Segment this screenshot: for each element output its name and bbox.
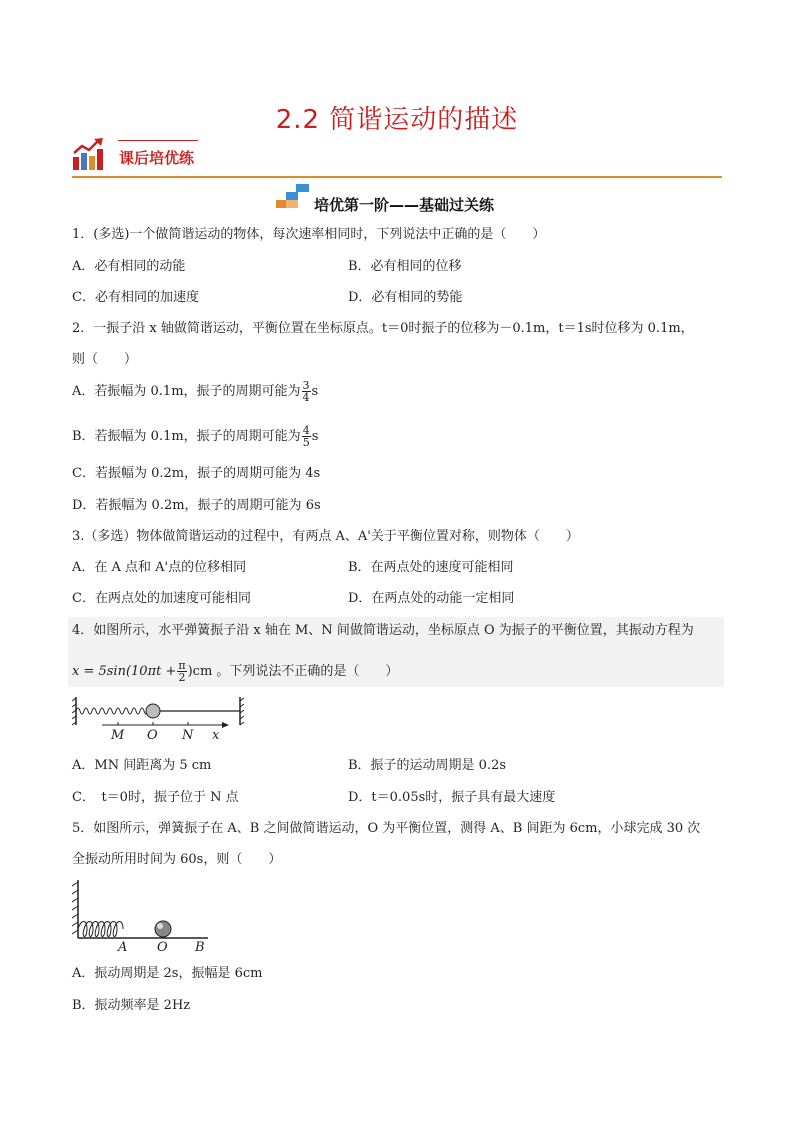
unit: s [311,429,319,444]
fraction-numerator: π [178,659,186,672]
figure-label-n: N [182,728,194,743]
question-4-option-b: B．振子的运动周期是 0.2s [348,758,507,773]
question-1-option-c: C．必有相同的加速度 [72,290,199,305]
figure-label-x: x [212,728,220,743]
question-4-equation-line [72,660,398,683]
question-3-stem: 3.（多选）物体做简谐运动的过程中，有两点 A、A'关于平衡位置对称，则物体（ ） [72,529,579,544]
unit: s [311,384,319,399]
option-b-text: B．若振幅为 0.1m，振子的周期可能为 [72,429,301,444]
fraction-denominator: 4 [302,391,310,404]
figure-label-o: O [147,728,158,743]
option-a-text: A．若振幅为 0.1m，振子的周期可能为 [72,384,301,399]
question-3-option-c: C．在两点处的加速度可能相同 [72,591,251,606]
equation-text: x = 5sin(10πt + [72,664,177,679]
horizontal-spring-oscillator-figure [72,695,252,745]
question-3-option-a: A．在 A 点和 A'点的位移相同 [72,560,247,575]
question-3-option-d: D．在两点处的动能一定相同 [348,591,515,606]
page-title: 2.2 简谐运动的描述 [275,105,519,135]
question-2-stem-line-2: 则（ ） [72,352,138,367]
fraction [302,425,311,448]
question-1-option-b: B．必有相同的位移 [348,259,462,274]
section-rule-top [118,140,198,141]
stairs-icon [276,183,310,209]
question-5-stem-line-1: 5．如图所示，弹簧振子在 A、B 之间做简谐运动，O 为平衡位置，测得 A、B 间距为 6cm，小球完成 30 次 [72,821,701,836]
question-2-stem-line-1: 2．一振子沿 x 轴做简谐运动，平衡位置在坐标原点。t＝0时振子的位移为－0.1m，t＝1s时位移为 0.1m， [72,321,694,336]
fraction [302,380,311,403]
stage-title: 培优第一阶——基础过关练 [314,196,495,214]
fraction [177,660,186,683]
section-divider [72,176,722,178]
figure-label-m: M [111,728,125,743]
question-4-stem-line-1: 4．如图所示，水平弹簧振子沿 x 轴在 M、N 间做简谐运动，坐标原点 O 为振子的平衡位置，其振动方程为 [72,623,694,638]
question-3-option-b: B．在两点处的速度可能相同 [348,560,514,575]
question-2-option-c: C．若振幅为 0.2m，振子的周期可能为 4s [72,466,321,481]
question-5-stem-line-2: 全振动所用时间为 60s，则（ ） [72,852,282,867]
wall-spring-oscillator-figure [72,878,212,943]
figure-label-b: B [195,940,205,955]
question-4-option-d: D．t＝0.05s时，振子具有最大速度 [348,790,556,805]
section-label: 课后培优练 [119,149,195,167]
question-1-option-d: D．必有相同的势能 [348,290,463,305]
question-2-option-b [72,425,318,448]
question-4-option-c: C． t＝0时，振子位于 N 点 [72,790,239,805]
equation-tail: )cm 。下列说法不正确的是（ ） [187,664,399,679]
question-1-option-a: A．必有相同的动能 [72,259,186,274]
question-5-option-a: A．振动周期是 2s，振幅是 6cm [72,966,263,981]
question-2-option-d: D．若振幅为 0.2m，振子的周期可能为 6s [72,498,321,513]
question-5-option-b: B．振动频率是 2Hz [72,998,191,1013]
question-1-stem: 1．(多选)一个做简谐运动的物体，每次速率相同时，下列说法中正确的是（ ） [72,227,546,242]
figure-label-o: O [157,940,168,955]
fraction-numerator: 4 [302,424,310,437]
rising-chart-icon [72,137,106,171]
fraction-numerator: 3 [302,379,310,392]
question-4-option-a: A．MN 间距离为 5 cm [72,758,212,773]
fraction-denominator: 5 [302,436,310,449]
figure-label-a: A [118,940,128,955]
question-2-option-a [72,380,318,403]
fraction-denominator: 2 [178,671,186,684]
